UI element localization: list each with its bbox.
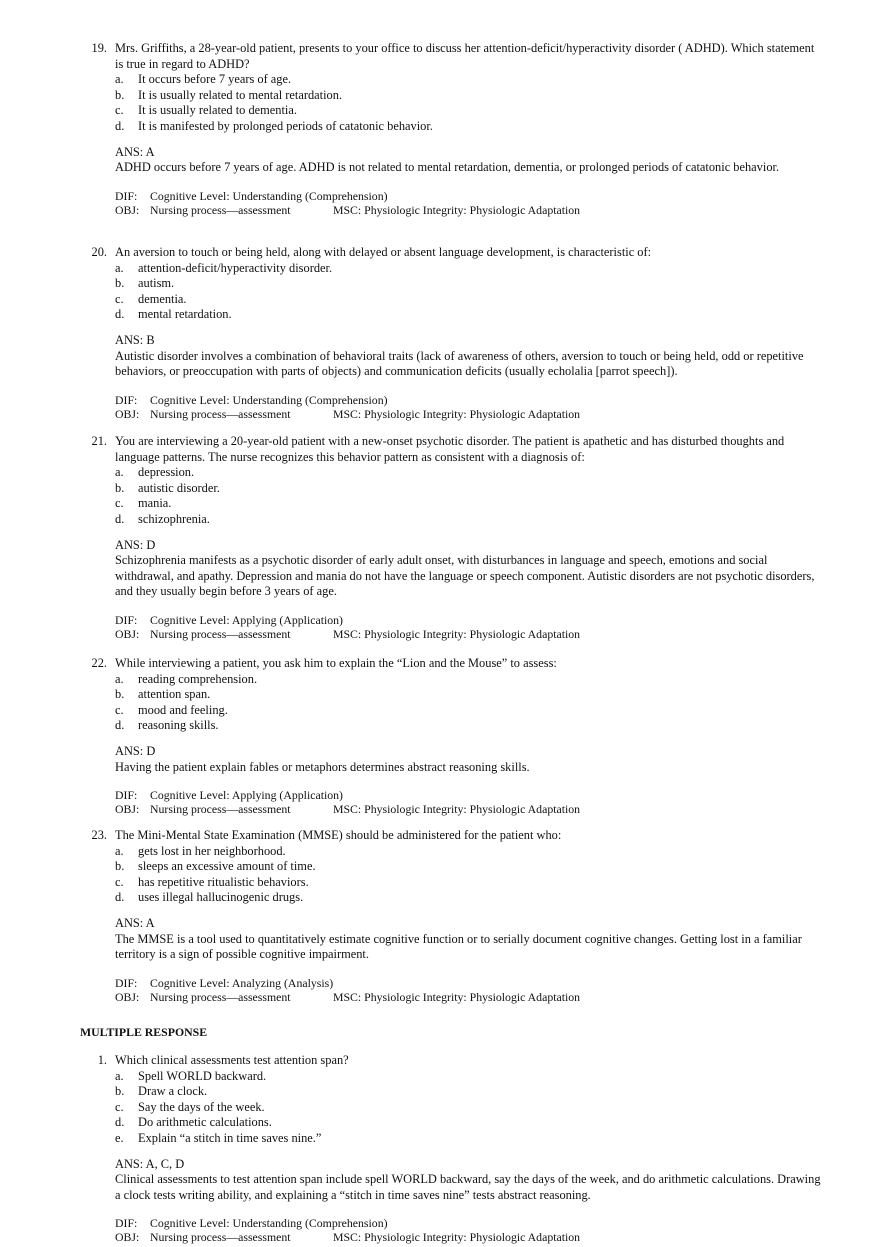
question-stem: [80, 41, 825, 72]
option-item: [115, 307, 825, 323]
difficulty: Cognitive Level: Applying (Application): [150, 788, 343, 803]
option-item: [115, 844, 825, 860]
option-text: has repetitive ritualistic behaviors.: [138, 874, 309, 889]
question-text: The Mini-Mental State Examination (MMSE) should be administered for the patient who:: [115, 828, 562, 842]
option-text: Spell WORLD backward.: [138, 1068, 267, 1083]
metadata: [115, 1216, 825, 1244]
metadata: [115, 976, 825, 1004]
question-text: Which clinical assessments test attention span?: [115, 1053, 349, 1067]
question-block: [80, 434, 825, 641]
option-letter: c.: [115, 103, 124, 118]
question-text: An aversion to touch or being held, along with delayed or absent language development, is characteristic of:: [115, 245, 652, 259]
option-letter: d.: [115, 890, 125, 905]
option-text: Do arithmetic calculations.: [138, 1115, 272, 1130]
rationale: Having the patient explain fables or metaphors determines abstract reasoning skills.: [115, 759, 530, 774]
metadata: [115, 613, 825, 641]
option-item: [115, 875, 825, 891]
msc: MSC: Physiologic Integrity: Physiologic Adaptation: [333, 1230, 581, 1245]
msc: MSC: Physiologic Integrity: Physiologic Adaptation: [333, 406, 581, 421]
option-letter: c.: [115, 702, 124, 717]
question-block: [80, 656, 825, 816]
question-stem: [80, 1053, 825, 1069]
option-text: It is manifested by prolonged periods of catatonic behavior.: [138, 118, 433, 133]
difficulty: Cognitive Level: Understanding (Comprehension): [150, 1216, 388, 1231]
question-stem: [80, 245, 825, 261]
option-letter: d.: [115, 118, 125, 133]
option-list: [115, 465, 825, 527]
answer-key: ANS: A: [115, 144, 155, 159]
metadata: [115, 393, 825, 421]
answer-key: ANS: D: [115, 537, 156, 552]
option-item: [115, 718, 825, 734]
option-item: [115, 496, 825, 512]
objective: Nursing process—assessment: [150, 626, 291, 641]
option-item: [115, 1069, 825, 1085]
dif-label: DIF:: [115, 188, 138, 203]
objective: Nursing process—assessment: [150, 202, 291, 217]
option-letter: a.: [115, 843, 124, 858]
option-letter: c.: [115, 874, 124, 889]
metadata: [115, 189, 825, 217]
option-text: It occurs before 7 years of age.: [138, 72, 292, 87]
question-block: [80, 1053, 825, 1244]
option-text: depression.: [138, 465, 195, 480]
option-letter: b.: [115, 687, 125, 702]
obj-label: OBJ:: [115, 406, 140, 421]
dif-label: DIF:: [115, 788, 138, 803]
section-heading: MULTIPLE RESPONSE: [80, 1025, 208, 1039]
option-letter: e.: [115, 1130, 124, 1145]
option-letter: d.: [115, 1115, 125, 1130]
option-list: [115, 1069, 825, 1147]
question-number: 20.: [91, 245, 107, 259]
option-text: reasoning skills.: [138, 718, 219, 733]
option-item: [115, 292, 825, 308]
difficulty: Cognitive Level: Understanding (Comprehension): [150, 392, 388, 407]
option-text: autism.: [138, 276, 175, 291]
option-letter: a.: [115, 1068, 124, 1083]
option-text: dementia.: [138, 291, 187, 306]
msc: MSC: Physiologic Integrity: Physiologic Adaptation: [333, 202, 581, 217]
rationale: Clinical assessments to test attention span include spell WORLD backward, say the days of the week, and do arithmetic calculations. Drawing a clock tests writing ability, and explaining a “stitch in time saves nine” tests abstract reasoning.: [115, 1172, 821, 1202]
option-letter: a.: [115, 465, 124, 480]
rationale: ADHD occurs before 7 years of age. ADHD is not related to mental retardation, dementia, or prolonged periods of catatonic behavior.: [115, 160, 780, 175]
option-text: gets lost in her neighborhood.: [138, 843, 286, 858]
option-item: [115, 276, 825, 292]
option-text: sleeps an excessive amount of time.: [138, 859, 316, 874]
option-letter: c.: [115, 1099, 124, 1114]
answer-key: ANS: B: [115, 332, 155, 347]
option-item: [115, 1084, 825, 1100]
option-text: schizophrenia.: [138, 511, 210, 526]
option-letter: b.: [115, 87, 125, 102]
objective: Nursing process—assessment: [150, 802, 291, 817]
question-stem: [80, 434, 825, 465]
option-item: [115, 1115, 825, 1131]
metadata: [115, 788, 825, 816]
option-item: [115, 687, 825, 703]
option-item: [115, 1100, 825, 1116]
obj-label: OBJ:: [115, 989, 140, 1004]
option-letter: d.: [115, 718, 125, 733]
option-list: [115, 72, 825, 134]
question-number: 23.: [91, 828, 107, 842]
dif-label: DIF:: [115, 975, 138, 990]
option-text: It is usually related to dementia.: [138, 103, 297, 118]
question-number: 22.: [91, 656, 107, 670]
option-item: [115, 512, 825, 528]
option-letter: a.: [115, 72, 124, 87]
option-list: [115, 261, 825, 323]
difficulty: Cognitive Level: Understanding (Comprehension): [150, 188, 388, 203]
objective: Nursing process—assessment: [150, 406, 291, 421]
option-item: [115, 703, 825, 719]
option-item: [115, 672, 825, 688]
option-item: [115, 481, 825, 497]
option-text: uses illegal hallucinogenic drugs.: [138, 890, 304, 905]
answer-key: ANS: A: [115, 915, 155, 930]
msc: MSC: Physiologic Integrity: Physiologic Adaptation: [333, 802, 581, 817]
rationale: Schizophrenia manifests as a psychotic disorder of early adult onset, with disturbances in language and speech, emotions and social withdrawal, and apathy. Depression and mania do not have the language or speech component. Autistic disorders are not psychotic disorders, and they usually begin before 3 years of age.: [115, 553, 815, 599]
option-item: [115, 890, 825, 906]
question-number: 21.: [91, 434, 107, 448]
option-item: [115, 465, 825, 481]
option-list: [115, 844, 825, 906]
option-letter: d.: [115, 511, 125, 526]
dif-label: DIF:: [115, 392, 138, 407]
objective: Nursing process—assessment: [150, 989, 291, 1004]
option-letter: c.: [115, 496, 124, 511]
option-item: [115, 1131, 825, 1147]
question-text: While interviewing a patient, you ask him to explain the “Lion and the Mouse” to assess:: [115, 656, 557, 670]
option-text: mania.: [138, 496, 172, 511]
option-item: [115, 72, 825, 88]
option-text: attention-deficit/hyperactivity disorder.: [138, 260, 333, 275]
option-letter: b.: [115, 1084, 125, 1099]
msc: MSC: Physiologic Integrity: Physiologic Adaptation: [333, 989, 581, 1004]
option-letter: b.: [115, 480, 125, 495]
option-text: reading comprehension.: [138, 671, 258, 686]
obj-label: OBJ:: [115, 626, 140, 641]
rationale: Autistic disorder involves a combination of behavioral traits (lack of awareness of others, aversion to touch or being held, odd or repetitive behaviors, or preoccupation with parts of objects) and communication deficits (usually echolalia [parrot speech]).: [115, 348, 804, 379]
obj-label: OBJ:: [115, 802, 140, 817]
dif-label: DIF:: [115, 612, 138, 627]
option-text: mental retardation.: [138, 307, 232, 322]
option-item: [115, 103, 825, 119]
option-item: [115, 88, 825, 104]
obj-label: OBJ:: [115, 202, 140, 217]
msc: MSC: Physiologic Integrity: Physiologic Adaptation: [333, 626, 581, 641]
option-letter: a.: [115, 671, 124, 686]
option-item: [115, 261, 825, 277]
question-block: [80, 245, 825, 421]
question-block: [80, 828, 825, 1004]
option-letter: c.: [115, 291, 124, 306]
objective: Nursing process—assessment: [150, 1230, 291, 1245]
option-text: autistic disorder.: [138, 480, 220, 495]
option-text: Say the days of the week.: [138, 1099, 265, 1114]
option-item: [115, 859, 825, 875]
question-number: 19.: [91, 41, 107, 55]
option-letter: a.: [115, 260, 124, 275]
rationale: The MMSE is a tool used to quantitatively estimate cognitive function or to serially document cognitive changes. Getting lost in a familiar territory is a sign of possible cognitive impairment.: [115, 931, 802, 962]
option-text: It is usually related to mental retardation.: [138, 87, 343, 102]
question-stem: [80, 656, 825, 672]
option-text: mood and feeling.: [138, 702, 228, 717]
question-text: You are interviewing a 20-year-old patient with a new-onset psychotic disorder. The patient is apathetic and has disturbed thoughts and language patterns. The nurse recognizes this behavior pattern as consistent with a diagnosis of:: [115, 434, 785, 464]
obj-label: OBJ:: [115, 1230, 140, 1245]
option-letter: b.: [115, 859, 125, 874]
difficulty: Cognitive Level: Applying (Application): [150, 612, 343, 627]
option-item: [115, 119, 825, 135]
option-text: Explain “a stitch in time saves nine.”: [138, 1130, 322, 1145]
option-letter: b.: [115, 276, 125, 291]
option-letter: d.: [115, 307, 125, 322]
answer-key: ANS: A, C, D: [115, 1156, 185, 1171]
question-number: 1.: [97, 1053, 107, 1067]
dif-label: DIF:: [115, 1216, 138, 1231]
question-block: [80, 41, 825, 217]
question-text: Mrs. Griffiths, a 28-year-old patient, presents to your office to discuss her attention-deficit/hyperactivity disorder ( ADHD). Which statement is true in regard to ADHD?: [115, 41, 815, 71]
option-text: Draw a clock.: [138, 1084, 208, 1099]
option-list: [115, 672, 825, 734]
difficulty: Cognitive Level: Analyzing (Analysis): [150, 975, 334, 990]
option-text: attention span.: [138, 687, 211, 702]
question-stem: [80, 828, 825, 844]
answer-key: ANS: D: [115, 743, 156, 758]
